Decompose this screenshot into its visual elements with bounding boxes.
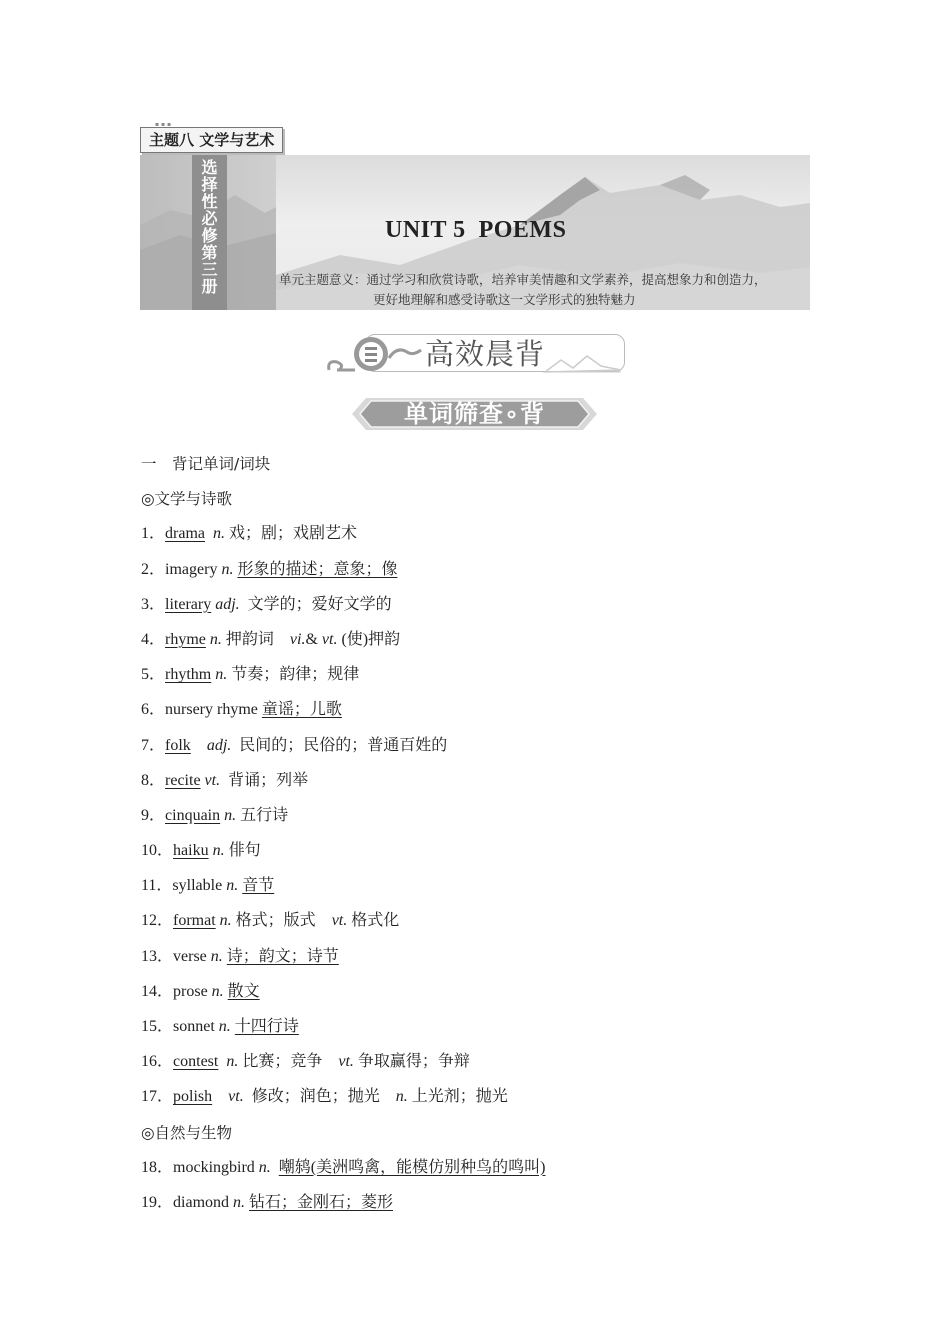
- item-text: syllable: [172, 877, 227, 895]
- item-text: (使)押韵: [337, 630, 401, 648]
- word-screening-header: [352, 392, 597, 436]
- item-text: 文学的；爱好文学的: [239, 595, 392, 613]
- part-of-speech: n.: [226, 877, 239, 895]
- vocab-item: [141, 1157, 841, 1192]
- answer-blank: 散文: [227, 982, 260, 1000]
- item-text: [205, 525, 213, 542]
- part-of-speech: n.: [258, 1158, 271, 1176]
- unit-banner: [140, 155, 810, 310]
- item-text: nursery rhyme: [165, 701, 262, 719]
- vocab-item: [141, 840, 841, 875]
- part-of-speech: vt.: [331, 912, 348, 930]
- item-text: 节奏；韵律；规律: [227, 666, 360, 684]
- answer-blank: 音节: [242, 877, 275, 895]
- part-of-speech: adj.: [206, 736, 232, 754]
- item-text: 格式；版式: [231, 912, 332, 930]
- vocab-item: [141, 1016, 841, 1051]
- part-of-speech: n.: [209, 630, 222, 648]
- item-number: 6．: [141, 701, 166, 719]
- part-of-speech: n.: [215, 666, 228, 684]
- item-text: diamond: [173, 1193, 234, 1211]
- part-of-speech: n.: [395, 1088, 408, 1106]
- part-of-speech: n.: [224, 806, 237, 824]
- vocabulary-list: [141, 453, 841, 1227]
- vertical-label: [192, 159, 227, 295]
- item-text: 背诵；列举: [220, 771, 309, 789]
- item-number: 7．: [141, 736, 166, 754]
- item-number: 9．: [141, 806, 166, 824]
- answer-blank: 钻石；金刚石；菱形: [249, 1193, 394, 1211]
- part-of-speech: n.: [211, 982, 224, 1000]
- vertical-char: 必: [201, 209, 218, 228]
- answer-blank: format: [173, 912, 216, 930]
- answer-blank: literary: [165, 595, 212, 613]
- part-of-speech: n.: [219, 912, 232, 930]
- part-of-speech: n.: [218, 1018, 231, 1035]
- part-of-speech: adj.: [215, 595, 240, 613]
- item-text: prose: [173, 982, 212, 1000]
- vocab-item: [141, 664, 841, 699]
- theme-tag: [140, 121, 283, 153]
- item-text: 俳句: [224, 842, 261, 860]
- answer-blank: 诗；韵文；诗节: [226, 947, 339, 965]
- vocab-item: [141, 559, 841, 594]
- group-title: ◎文学与诗歌: [141, 490, 233, 509]
- item-number: 15．: [141, 1018, 174, 1035]
- item-text: verse: [173, 947, 211, 965]
- item-number: 8．: [141, 771, 166, 789]
- header2-title: 单词筛查∘背: [403, 400, 546, 428]
- item-text: mockingbird: [173, 1158, 259, 1176]
- unit-title: UNIT 5 POEMS: [385, 217, 567, 243]
- answer-blank: contest: [173, 1053, 219, 1071]
- part-of-speech: vt.: [204, 771, 221, 789]
- answer-blank: recite: [165, 771, 201, 789]
- vocab-item: [141, 699, 841, 734]
- item-number: 1．: [141, 525, 166, 543]
- item-text: imagery: [165, 560, 222, 578]
- item-text: 戏；剧；戏剧艺术: [225, 525, 358, 543]
- vocab-item: [141, 523, 841, 558]
- item-text: 争取赢得；争辩: [353, 1053, 470, 1071]
- answer-blank: 形象的描述；意象；像: [237, 560, 398, 578]
- item-number: 11．: [141, 877, 173, 895]
- unit-description: [279, 270, 809, 310]
- unit-description-line1: 单元主题意义：通过学习和欣赏诗歌，培养审美情趣和文学素养，提高想象力和创造力，: [279, 272, 767, 287]
- vocab-item: [141, 629, 841, 664]
- item-number: 19．: [141, 1193, 174, 1211]
- item-text: [212, 1088, 228, 1105]
- item-text: 押韵词: [221, 630, 290, 648]
- unit-description-line2: 更好地理解和感受诗歌这一文学形式的独特魅力: [373, 292, 636, 307]
- vertical-char: 册: [201, 277, 218, 296]
- part-of-speech: n.: [212, 842, 225, 860]
- answer-blank: folk: [165, 736, 191, 754]
- answer-blank: drama: [165, 525, 205, 543]
- vertical-char: 择: [201, 175, 218, 194]
- part-of-speech: vt.: [321, 630, 338, 648]
- part-of-speech: n.: [226, 1053, 239, 1071]
- header1-title: 高效晨背: [425, 337, 546, 371]
- item-text: [271, 1159, 279, 1176]
- vertical-char: 第: [201, 243, 218, 262]
- part-of-speech: vi.: [289, 630, 306, 648]
- item-text: 民间的；民俗的；普通百姓的: [231, 736, 448, 754]
- item-text: &: [305, 630, 322, 648]
- answer-blank: 嘲鸫(美洲鸣禽，能模仿别种鸟的鸣叫): [278, 1158, 546, 1176]
- part-of-speech: n.: [210, 947, 223, 965]
- item-text: 格式化: [347, 912, 400, 930]
- vertical-char: 修: [201, 226, 218, 245]
- answer-blank: cinquain: [165, 806, 221, 824]
- item-number: 12．: [141, 912, 174, 930]
- part-of-speech: n.: [221, 560, 234, 578]
- section-title: 一 背记单词/词块: [141, 455, 271, 473]
- item-text: sonnet: [173, 1018, 219, 1035]
- answer-blank: 十四行诗: [234, 1018, 299, 1035]
- vocab-item: [141, 594, 841, 629]
- vocab-item: [141, 910, 841, 945]
- answer-blank: 童谣；儿歌: [261, 701, 342, 719]
- theme-tag-label: 主题八 文学与艺术: [149, 131, 275, 149]
- part-of-speech: n.: [213, 525, 225, 543]
- group-title: ◎自然与生物: [141, 1123, 233, 1142]
- vocab-item: [141, 805, 841, 840]
- vocab-item: [141, 1192, 841, 1227]
- vocab-item: [141, 875, 841, 910]
- item-number: 14．: [141, 982, 174, 1000]
- morning-recital-header: [325, 332, 625, 378]
- item-text: 比赛；竞争: [238, 1053, 339, 1071]
- item-text: 修改；润色；抛光: [243, 1088, 396, 1106]
- item-number: 10．: [141, 842, 174, 860]
- tag-decoration: ▪ ▪ ▪: [155, 121, 172, 128]
- vocab-item: [141, 1086, 841, 1121]
- item-number: 3．: [141, 595, 166, 613]
- answer-blank: haiku: [173, 842, 209, 860]
- item-text: [191, 737, 207, 754]
- vocab-item: [141, 946, 841, 981]
- part-of-speech: n.: [233, 1193, 246, 1211]
- item-number: 5．: [141, 666, 166, 684]
- vertical-char: 性: [201, 192, 218, 211]
- vocab-item: [141, 770, 841, 805]
- answer-blank: rhyme: [165, 630, 206, 648]
- item-number: 16．: [141, 1053, 174, 1071]
- item-number: 2．: [141, 560, 166, 578]
- item-number: 18．: [141, 1158, 174, 1176]
- vertical-char: 三: [201, 260, 218, 279]
- item-text: 上光剂；抛光: [407, 1088, 508, 1106]
- vocab-item: [141, 981, 841, 1016]
- item-number: 17．: [141, 1088, 174, 1106]
- vocab-item: [141, 735, 841, 770]
- item-number: 4．: [141, 630, 166, 648]
- item-text: 五行诗: [236, 806, 289, 824]
- part-of-speech: vt.: [338, 1053, 354, 1071]
- vocab-item: [141, 1051, 841, 1086]
- item-number: 13．: [141, 947, 174, 965]
- answer-blank: polish: [173, 1088, 213, 1106]
- part-of-speech: vt.: [228, 1088, 244, 1106]
- answer-blank: rhythm: [165, 666, 212, 684]
- vertical-char: 选: [201, 158, 218, 177]
